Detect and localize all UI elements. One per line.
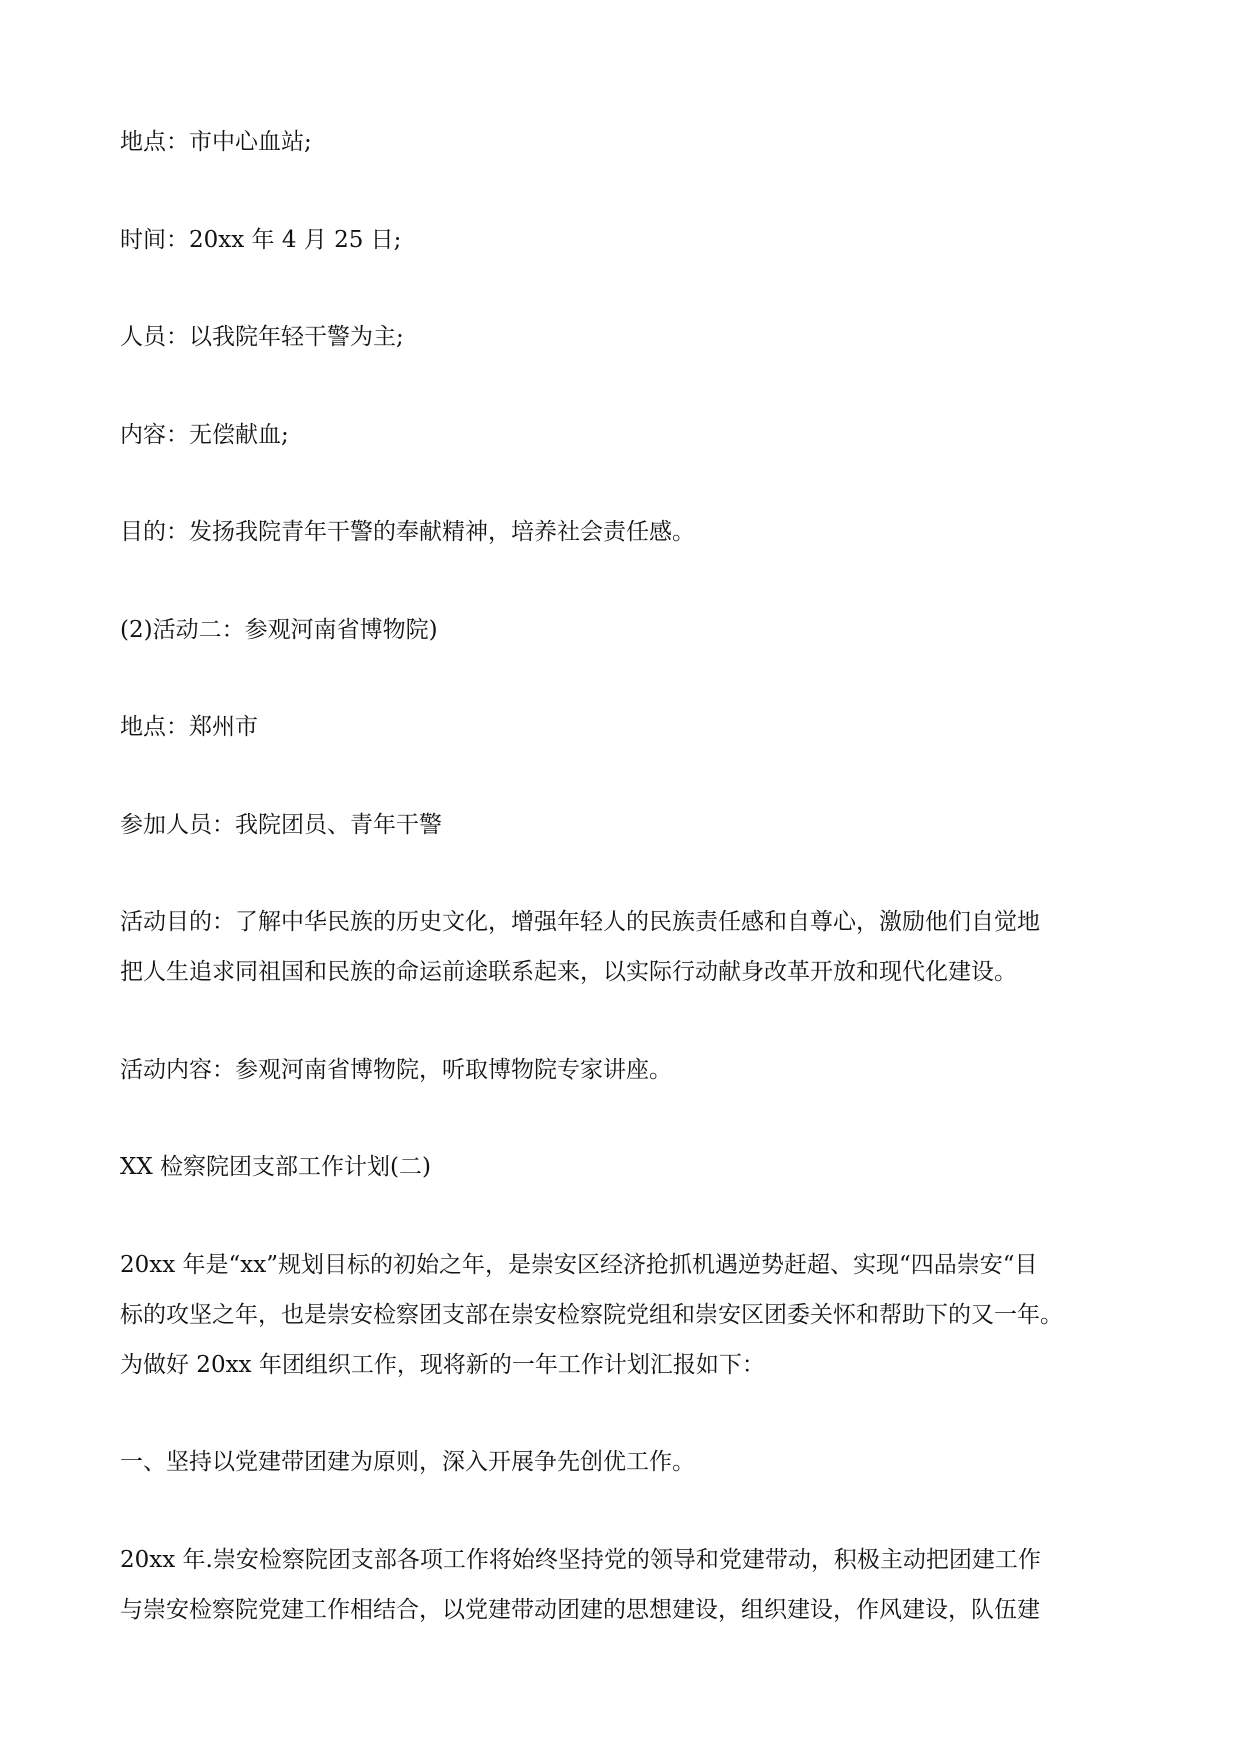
text-line: 把人生追求同祖国和民族的命运前途联系起来，以实际行动献身改革开放和现代化建设。 bbox=[120, 959, 1017, 985]
text-line: 20xx 年是“xx”规划目标的初始之年，是崇安区经济抢抓机遇逆势赶超、实现“四品崇安“目 bbox=[120, 1252, 1038, 1278]
text-line: 时间：20xx 年 4 月 25 日; bbox=[120, 227, 402, 253]
text-line: XX 检察院团支部工作计划(二) bbox=[120, 1154, 432, 1180]
text-line: 标的攻坚之年，也是崇安检察团支部在崇安检察院党组和崇安区团委关怀和帮助下的又一年。 bbox=[120, 1302, 1063, 1328]
text-line: 地点：市中心血站; bbox=[120, 129, 312, 155]
text-line: 与崇安检察院党建工作相结合，以党建带动团建的思想建设，组织建设，作风建设，队伍建 bbox=[120, 1597, 1040, 1623]
text-line: 为做好 20xx 年团组织工作，现将新的一年工作计划汇报如下： bbox=[120, 1352, 765, 1378]
text-line: 内容：无偿献血; bbox=[120, 422, 289, 448]
text-line: 地点：郑州市 bbox=[120, 714, 258, 740]
text-line: 活动内容：参观河南省博物院，听取博物院专家讲座。 bbox=[120, 1057, 672, 1083]
text-line: 参加人员：我院团员、青年干警 bbox=[120, 812, 442, 838]
text-line: 目的：发扬我院青年干警的奉献精神，培养社会责任感。 bbox=[120, 519, 695, 545]
text-line: 人员：以我院年轻干警为主; bbox=[120, 324, 404, 350]
text-line: 一、坚持以党建带团建为原则，深入开展争先创优工作。 bbox=[120, 1449, 695, 1475]
text-line: 活动目的：了解中华民族的历史文化，增强年轻人的民族责任感和自尊心，激励他们自觉地 bbox=[120, 909, 1040, 935]
text-line: (2)活动二：参观河南省博物院) bbox=[120, 617, 438, 643]
text-line: 20xx 年.崇安检察院团支部各项工作将始终坚持党的领导和党建带动，积极主动把团建工作 bbox=[120, 1547, 1041, 1573]
